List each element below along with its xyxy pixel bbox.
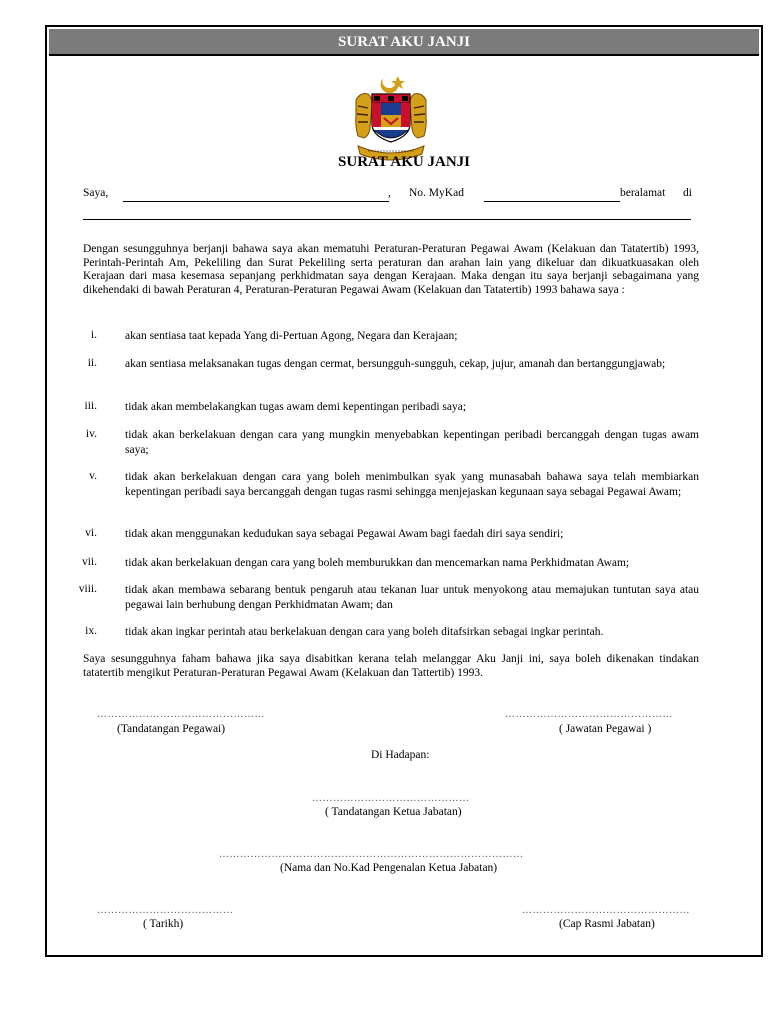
witness-heading: Di Hadapan: — [371, 749, 430, 761]
item-text: tidak akan berkelakuan dengan cara yang boleh memburukkan dan mencemarkan nama Perkhidmatan Awam; — [125, 557, 630, 569]
stamp-line[interactable]: ………………………………………… — [522, 905, 690, 916]
item-text: akan sentiasa melaksanakan tugas dengan cermat, bersungguh-sungguh, cekap, jujur, amanah dan bertanggungjawab; — [125, 358, 666, 370]
item-number: ii. — [87, 357, 97, 369]
item-text: tidak akan berkelakuan dengan cara yang mungkin menyebabkan kepentingan peribadi bercanggah dengan tugas awam saya; — [125, 429, 699, 456]
beralamat-label: beralamat — [620, 187, 666, 199]
head-signature-line[interactable]: ……………………………………… — [312, 793, 470, 804]
officer-position-label: ( Jawatan Pegawai ) — [559, 723, 652, 735]
mykad-fill-line[interactable] — [484, 201, 620, 202]
closing-paragraph: Saya sesungguhnya faham bahawa jika saya disabitkan kerana telah melanggar Aku Janji ini, saya boleh dikenakan tindakan tatatertib mengikut Peraturan-Peraturan Pegawai Awam (Kelakuan dan Tattertib) 1993. — [83, 653, 699, 679]
mykad-label: No. MyKad — [409, 187, 464, 199]
item-number: iv. — [85, 428, 97, 440]
officer-signature-label: (Tandatangan Pegawai) — [117, 723, 226, 735]
document-frame — [45, 25, 763, 957]
date-line[interactable]: ………………………………… — [97, 905, 234, 916]
head-name-line[interactable]: …………………………………………………………………………… — [219, 849, 524, 860]
document-title: SURAT AKU JANJI — [338, 154, 470, 170]
item-text: tidak akan menggunakan kedudukan saya sebagai Pegawai Awam bagi faedah diri saya sendiri; — [125, 528, 564, 540]
di-label: di — [683, 187, 692, 199]
item-text: tidak akan berkelakuan dengan cara yang boleh menimbulkan syak yang munasabah bahawa saya telah membiarkan kepentingan peribadi saya bercanggah dengan tugas rasmi sehingga menjejaskan kegunaan saya sebagai Pegawai Awam; — [125, 471, 699, 498]
item-number: vii. — [81, 556, 97, 568]
declaration-paragraph: Dengan sesungguhnya berjanji bahawa saya akan mematuhi Peraturan-Peraturan Pegawai Awam (Kelakuan dan Tatatertib) 1993, Perintah-Perintah Am, Pekeliling dan Surat Pekeliling serta peraturan dan arahan lain yang dikeluar dan dikuatkuasakan oleh Kerajaan dari masa kesemasa sepanjang perkhidmatan saya dengan Kerajaan. Maka dengan itu saya berjanji sebagaimana yang dikehendaki di bawah Peraturan 4, Peraturan-Peraturan Pegawai Awam (Kelakuan dan Tatatertib) 1993 bahawa saya : — [83, 243, 699, 296]
saya-label: Saya, — [83, 187, 109, 199]
header-title-bar: SURAT AKU JANJI — [49, 29, 759, 56]
head-name-ic-label: (Nama dan No.Kad Pengenalan Ketua Jabatan) — [280, 862, 498, 874]
date-label: ( Tarikh) — [143, 918, 184, 930]
item-text: akan sentiasa taat kepada Yang di-Pertuan Agong, Negara dan Kerajaan; — [125, 330, 458, 342]
item-number: i. — [90, 329, 97, 341]
item-number: iii. — [84, 400, 97, 412]
officer-signature-line[interactable]: ………………………………………… — [97, 709, 265, 720]
item-number: ix. — [85, 625, 97, 637]
item-number: viii. — [78, 583, 97, 595]
head-signature-label: ( Tandatangan Ketua Jabatan) — [325, 806, 462, 818]
comma: , — [388, 187, 391, 199]
item-text: tidak akan membawa sebarang bentuk pengaruh atau tekanan luar untuk menyokong atau memajukan tuntutan saya atau pegawai lain berhubung dengan Perkhidmatan Awam; dan — [125, 584, 699, 611]
item-text: tidak akan ingkar perintah atau berkelakuan dengan cara yang boleh ditafsirkan sebagai ingkar perintah. — [125, 626, 604, 638]
official-stamp-label: (Cap Rasmi Jabatan) — [559, 918, 655, 930]
item-number: v. — [89, 470, 97, 482]
officer-position-line[interactable]: ………………………………………… — [505, 709, 673, 720]
malaysia-coat-of-arms-icon — [350, 72, 432, 164]
address-fill-line[interactable] — [83, 219, 691, 220]
name-fill-line[interactable] — [123, 201, 389, 202]
item-number: vi. — [85, 527, 97, 539]
item-text: tidak akan membelakangkan tugas awam demi kepentingan peribadi saya; — [125, 401, 467, 413]
